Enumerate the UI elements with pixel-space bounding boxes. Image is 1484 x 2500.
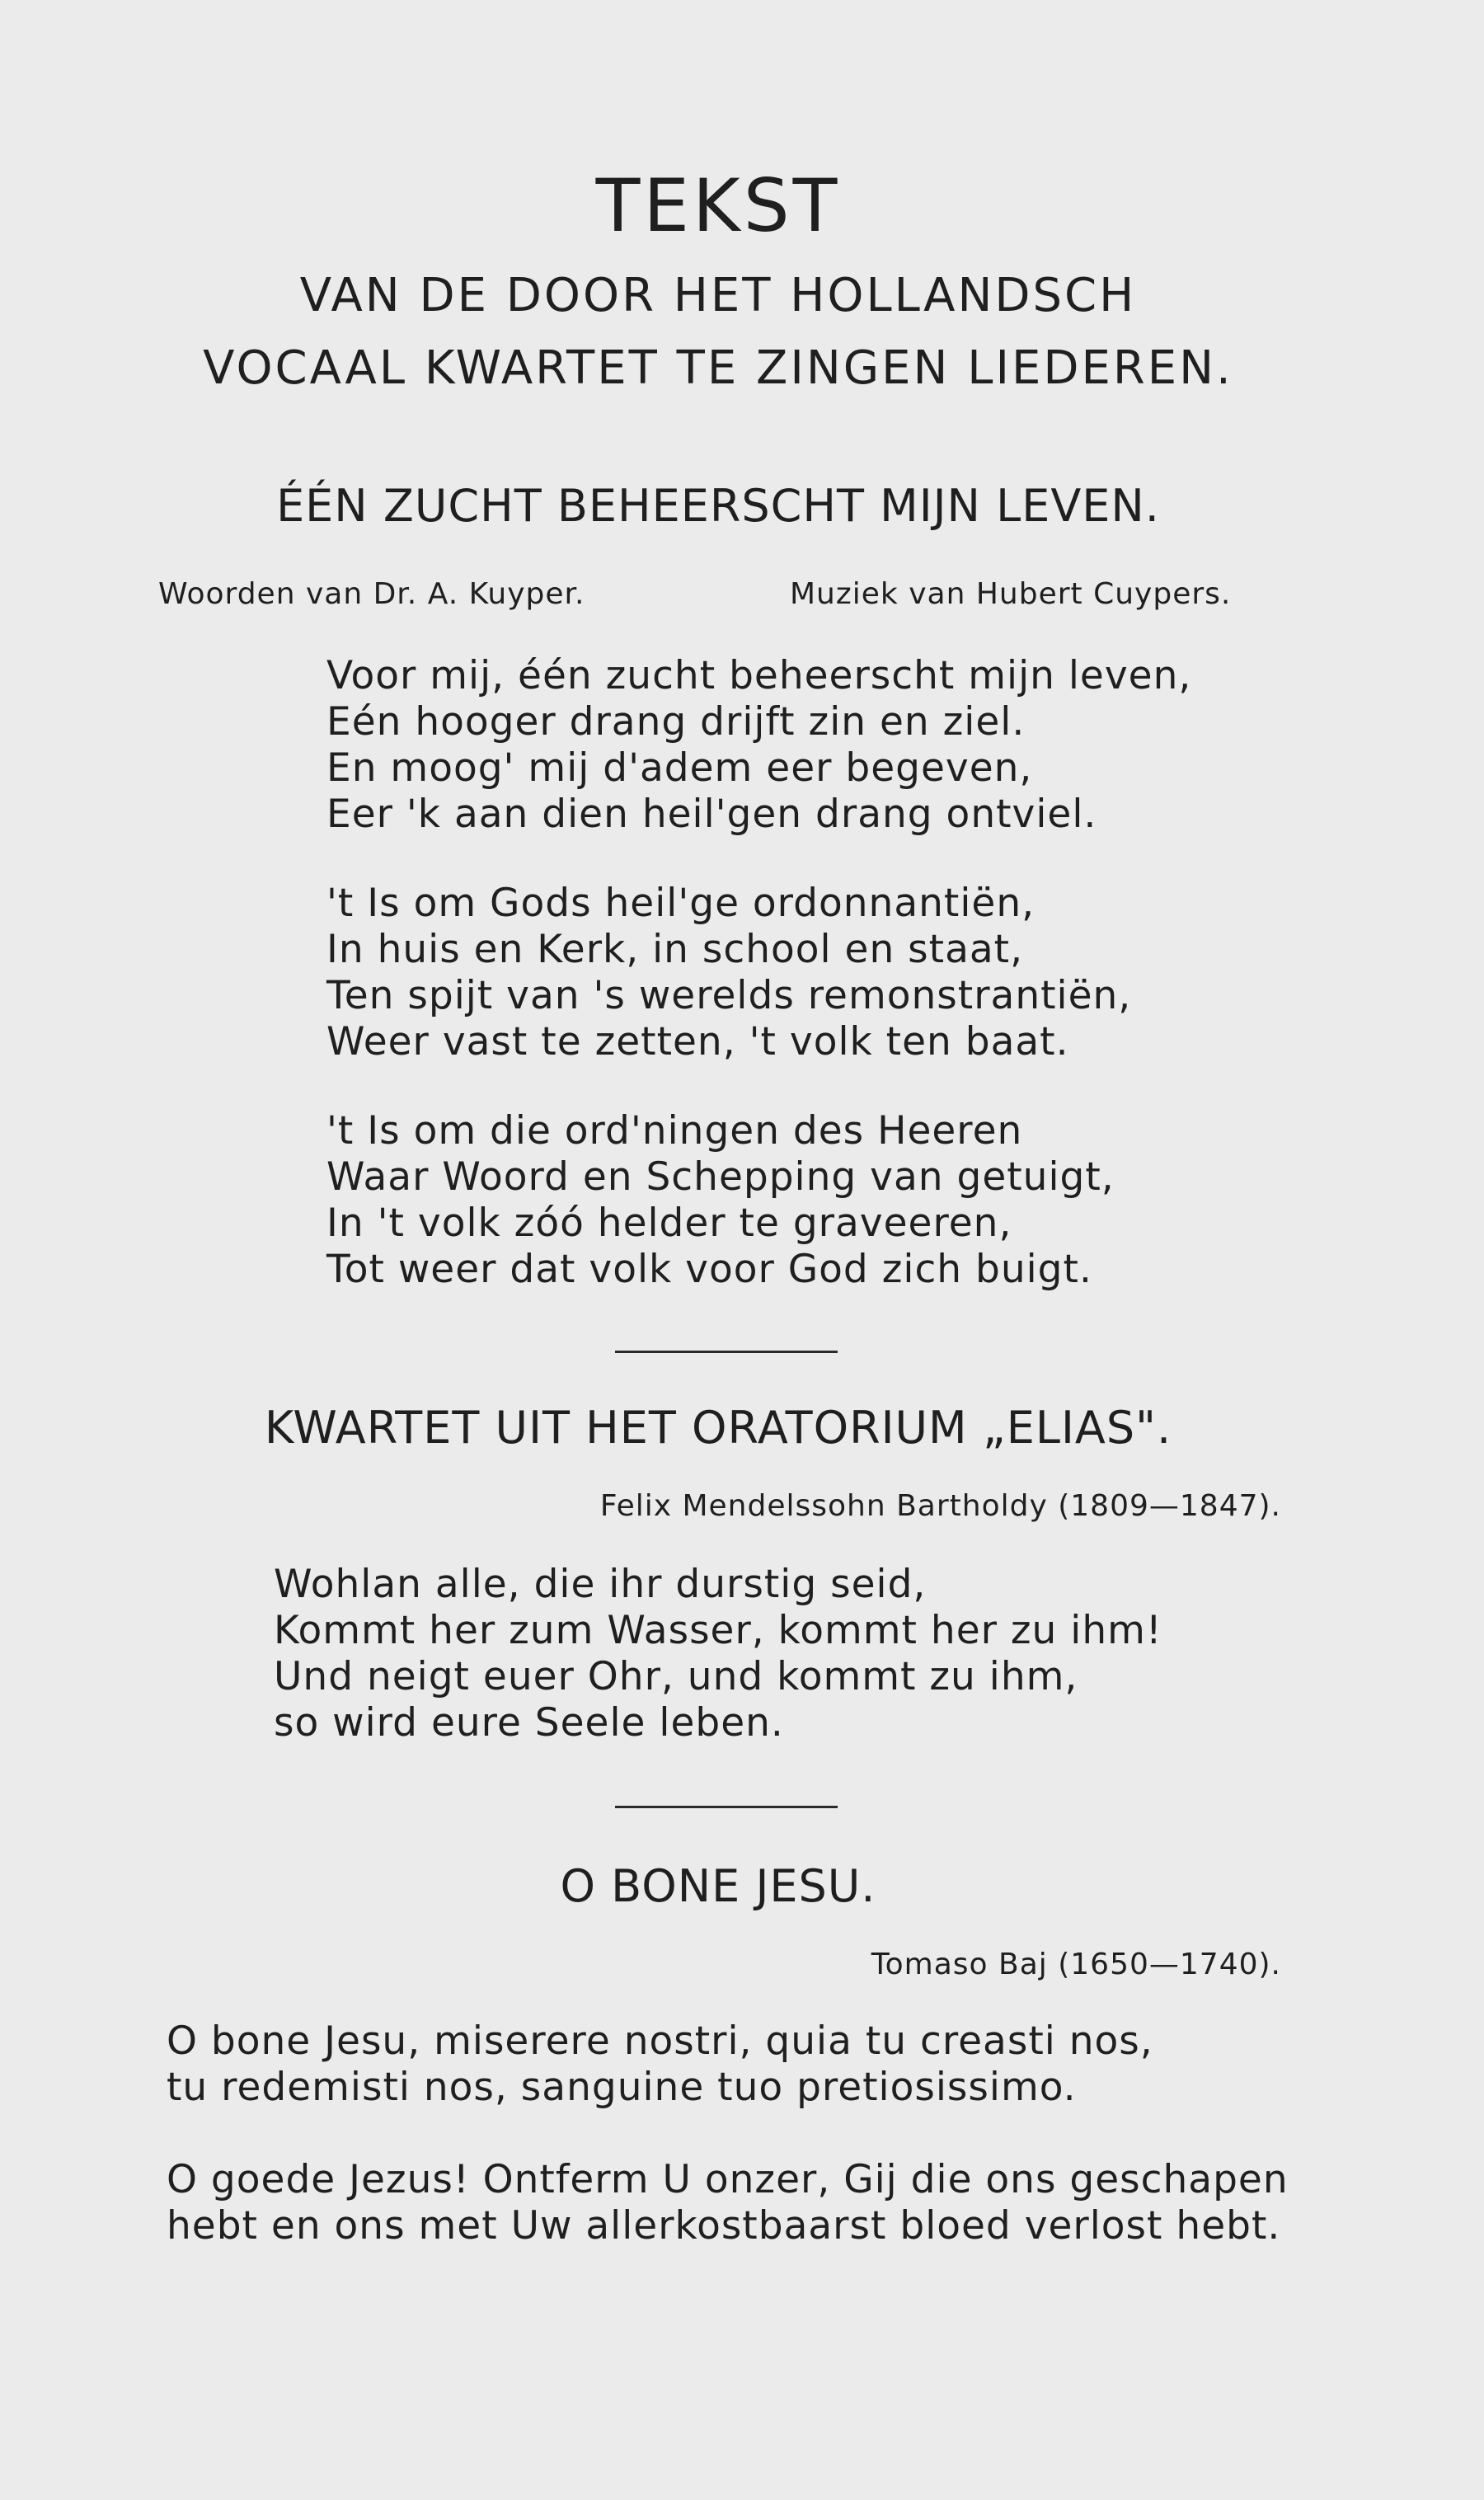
song2-composer: Felix Mendelssohn Bartholdy (1809—1847). <box>599 1489 1281 1523</box>
song1-music-credit: Muziek van Hubert Cuypers. <box>790 577 1232 611</box>
verse-line: Weer vast te zetten, 't volk ten baat. <box>326 1019 1069 1064</box>
dutch-translation <box>167 2157 1289 2249</box>
verse-line: Waar Woord en Schepping van getuigt, <box>326 1154 1115 1200</box>
text-line: O goede Jezus! Ontferm U onzer, Gij die ons geschapen <box>167 2157 1289 2202</box>
song3-composer: Tomaso Baj (1650—1740). <box>871 1948 1281 1981</box>
verse-line: so wird eure Seele leben. <box>274 1700 784 1746</box>
song1-title: ÉÉN ZUCHT BEHEERSCHT MIJN LEVEN. <box>276 480 1160 532</box>
text-line: O bone Jesu, miserere nostri, quia tu creasti nos, <box>167 2018 1153 2064</box>
verse-line: Eén hooger drang drijft zin en ziel. <box>326 699 1026 745</box>
song3-title: O BONE JESU. <box>560 1860 876 1912</box>
verse-line: Voor mij, één zucht beheerscht mijn leven, <box>326 653 1192 698</box>
verse-line: In 't volk zóó helder te graveeren, <box>326 1201 1012 1246</box>
verse-line: Ten spijt van 's werelds remonstrantiën, <box>326 973 1132 1018</box>
verse-line: Wohlan alle, die ihr durstig seid, <box>274 1562 927 1607</box>
verse-line: Eer 'k aan dien heil'gen drang ontviel. <box>326 792 1097 837</box>
verse-line: In huis en Kerk, in school en staat, <box>326 927 1024 972</box>
verse-line: Tot weer dat volk voor God zich buigt. <box>326 1247 1092 1292</box>
latin-text <box>167 2018 1289 2111</box>
verse-line: 't Is om Gods heil'ge ordonnantiën, <box>326 881 1036 926</box>
verse-line: 't Is om die ord'ningen des Heeren <box>326 1108 1023 1154</box>
verse-line: En moog' mij d'adem eer begeven, <box>326 745 1033 791</box>
section-divider <box>615 1806 838 1808</box>
subtitle-line-1: VAN DE DOOR HET HOLLANDSCH <box>299 269 1137 322</box>
verse-line: Kommt her zum Wasser, kommt her zu ihm! <box>274 1608 1162 1653</box>
song3-text <box>167 2018 1289 2249</box>
section-divider <box>615 1351 838 1353</box>
stanza-3 <box>326 1108 1191 1293</box>
verse-line: Und neigt euer Ohr, und kommt zu ihm, <box>274 1654 1078 1699</box>
text-line: tu redemisti nos, sanguine tuo pretiosissimo. <box>167 2065 1077 2110</box>
song1-lyrics <box>326 653 1191 1293</box>
text-line: hebt en ons met Uw allerkostbaarst bloed verlost hebt. <box>167 2203 1281 2249</box>
subtitle-line-2: VOCAAL KWARTET TE ZINGEN LIEDEREN. <box>203 341 1233 395</box>
song2-lyrics <box>274 1562 1162 1746</box>
page-title: TEKST <box>595 163 841 248</box>
song1-words-credit: Woorden van Dr. A. Kuyper. <box>158 577 585 611</box>
stanza-1 <box>326 653 1191 838</box>
stanza-2 <box>326 881 1191 1065</box>
song2-title: KWARTET UIT HET ORATORIUM „ELIAS". <box>264 1402 1172 1454</box>
